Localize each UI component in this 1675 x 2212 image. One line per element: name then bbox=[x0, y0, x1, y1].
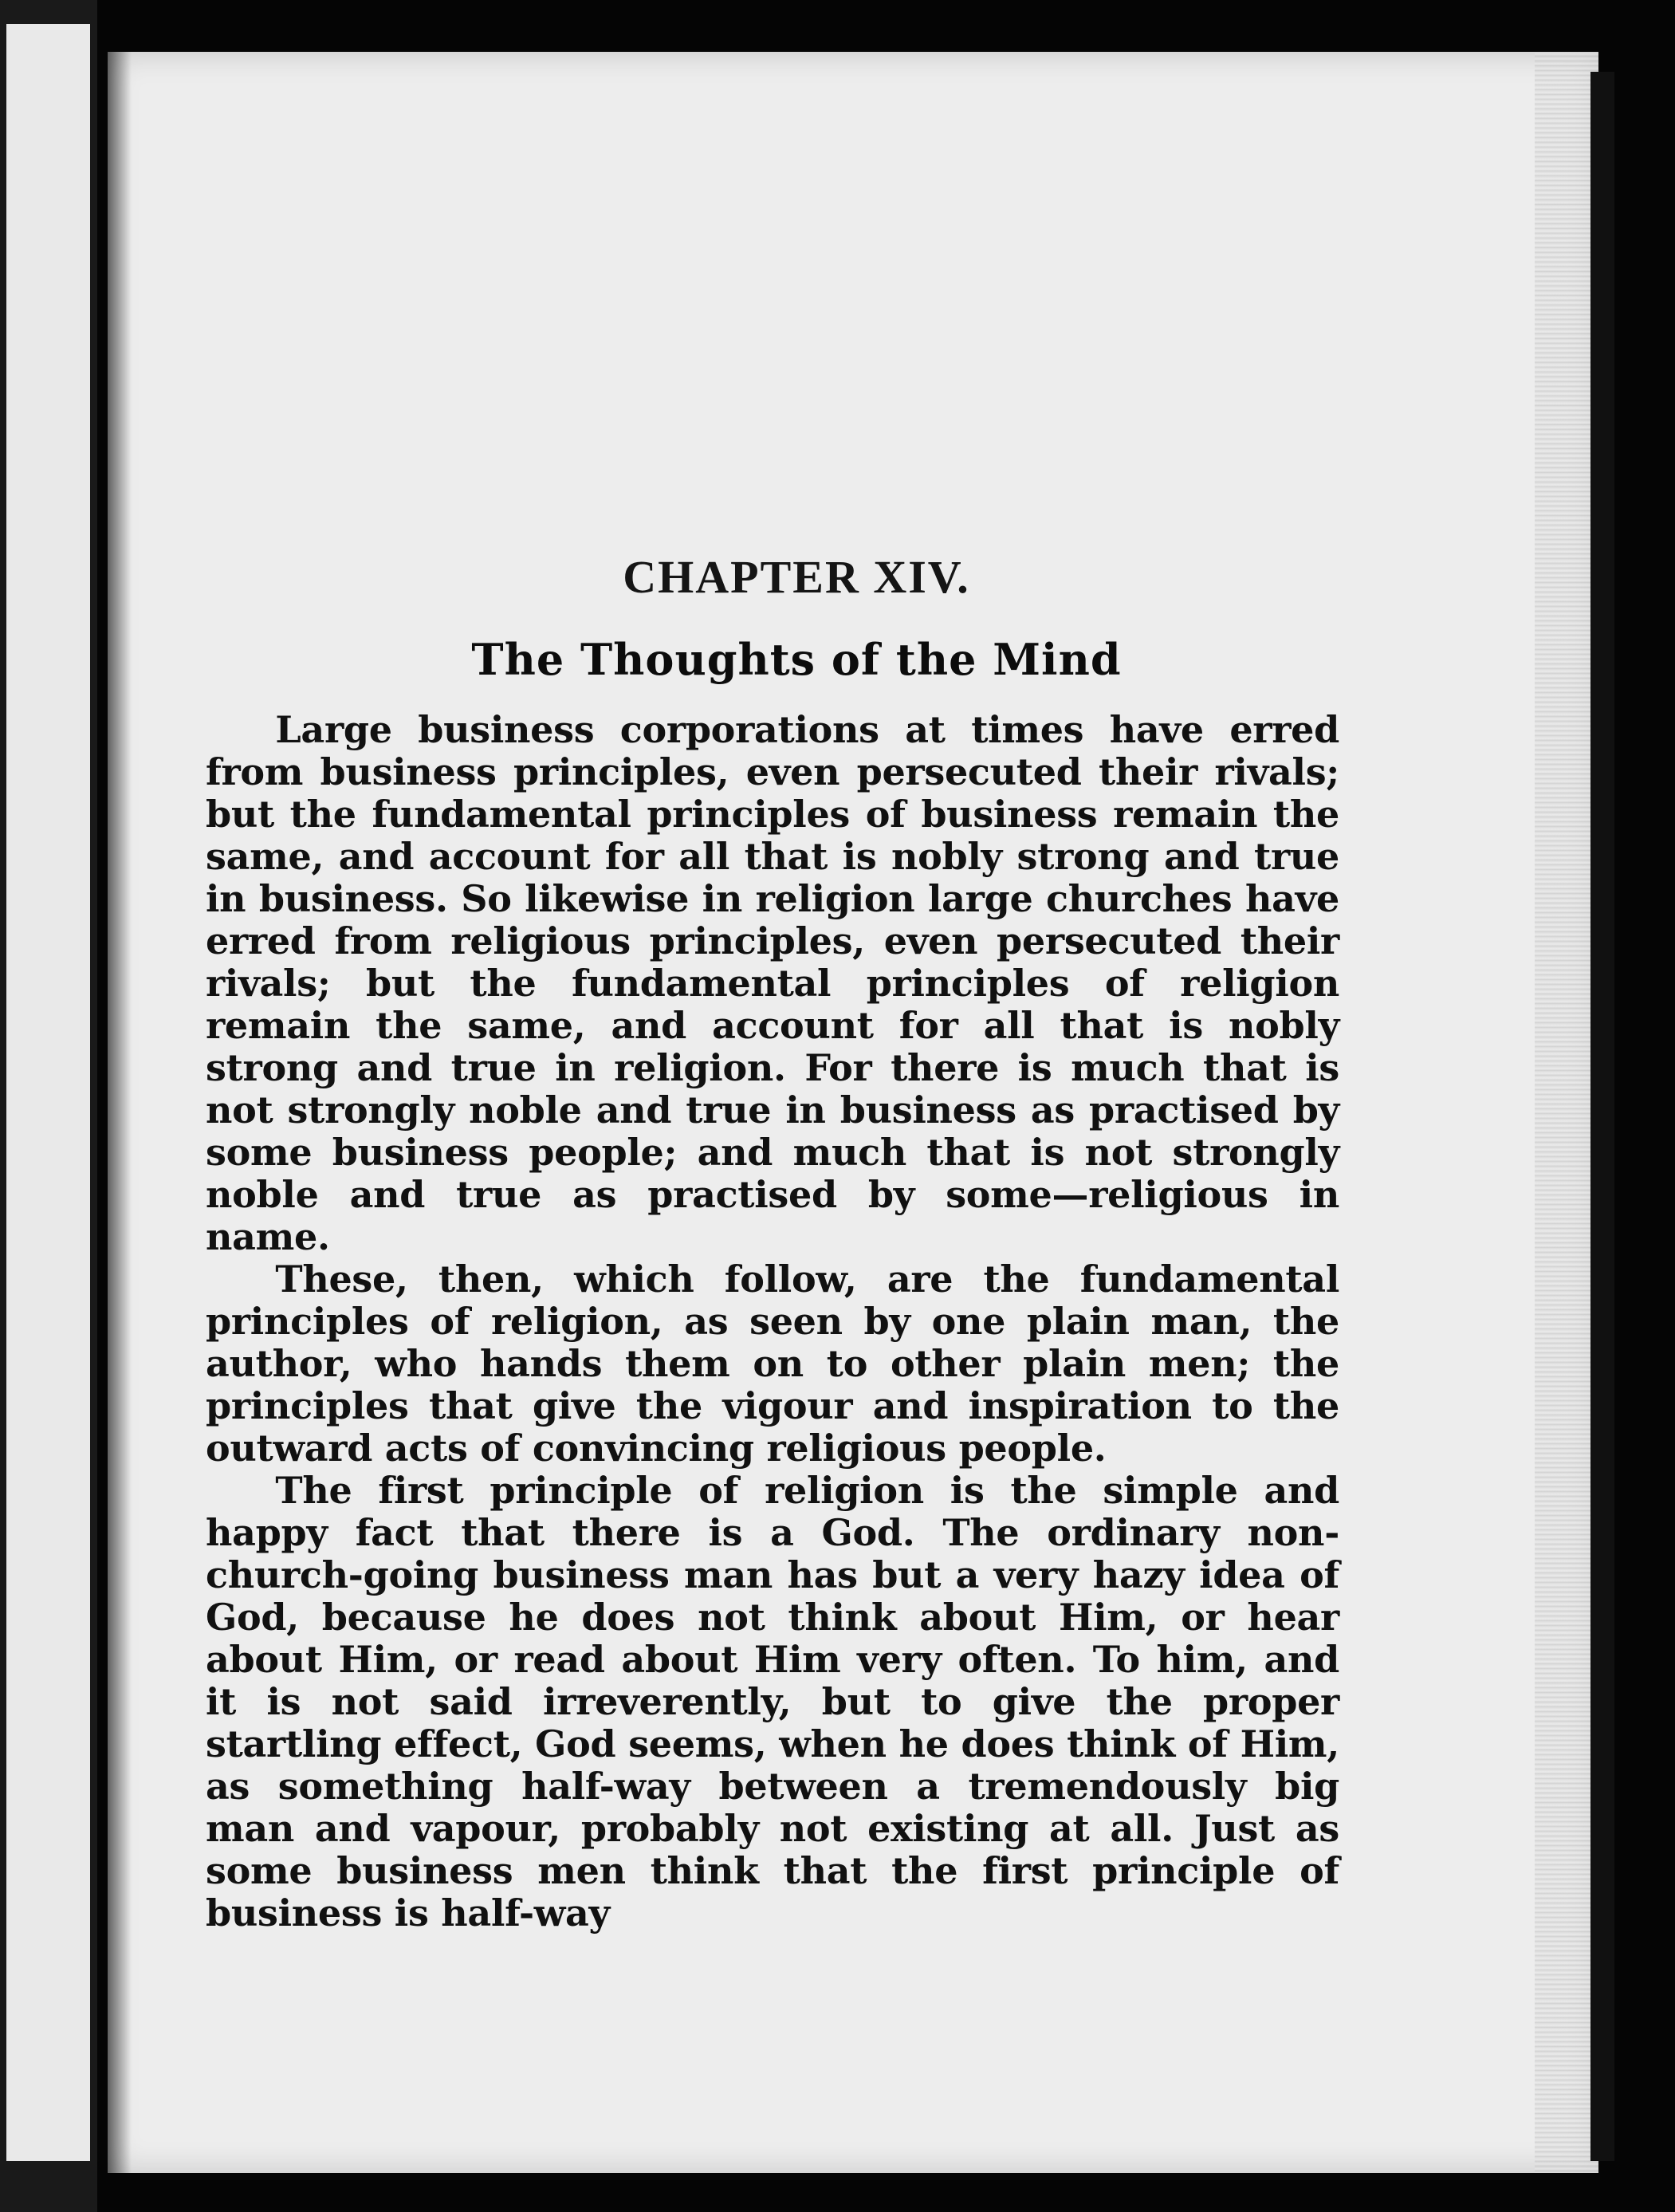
body-text bbox=[206, 709, 1339, 1935]
page-fore-edge bbox=[1535, 52, 1598, 2173]
gutter-shadow bbox=[108, 52, 132, 2173]
page-edge-shadow bbox=[1590, 72, 1614, 2161]
paragraph: The first principle of religion is the simple and happy fact that there is a God. The ordinary non-church-going business man has but a very hazy idea of God, because he does not think about Him, or hear about Him, or read about Him very often. To him, and it is not said irreverently, but to give the proper startling effect, God seems, when he does think of Him, as something half-way between a tremendously big man and vapour, probably not existing at all. Just as some business men think that the first principle of business is half-way bbox=[206, 1469, 1339, 1935]
chapter-title: The Thoughts of the Mind bbox=[471, 634, 1122, 685]
paragraph: Large business corporations at times have erred from business principles, even persecuted their rivals; but the fundamental principles of business remain the same, and account for all that is nobly strong and true in business. So likewise in religion large churches have erred from religious principles, even persecuted their rivals; but the fundamental principles of religion remain the same, and account for all that is nobly strong and true in religion. For there is much that is not strongly noble and true in business as practised by some business people; and much that is not strongly noble and true as practised by some—religious in name. bbox=[206, 708, 1339, 1258]
paragraph: These, then, which follow, are the fundamental principles of religion, as seen by one plain man, the author, who hands them on to other plain men; the principles that give the vigour and inspiration to the outward acts of convincing religious people. bbox=[206, 1258, 1339, 1470]
facing-page-edge bbox=[0, 0, 97, 2212]
page-content bbox=[206, 550, 1339, 1935]
facing-page-margin bbox=[6, 24, 90, 2161]
chapter-heading: CHAPTER XIV. bbox=[623, 551, 970, 603]
